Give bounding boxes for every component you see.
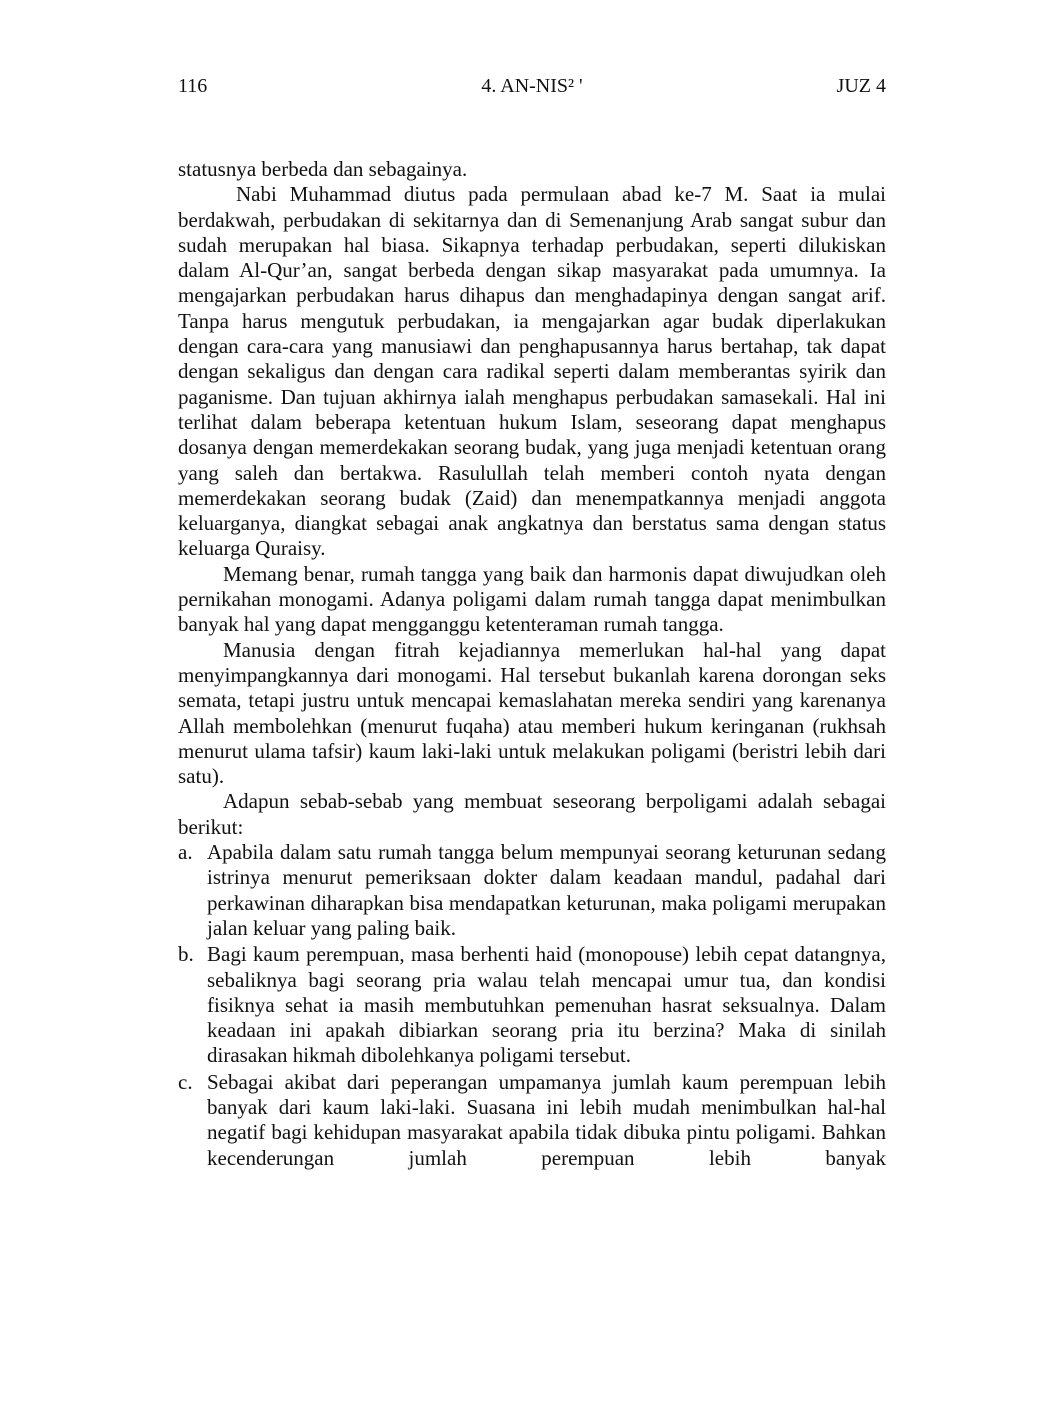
opening-line: statusnya berbeda dan sebagainya. (178, 157, 468, 181)
list-item (178, 942, 886, 1068)
paragraph-reasons-intro: Adapun sebab-sebab yang membuat seseorang berpoligami adalah sebagai berikut: (178, 789, 886, 839)
paragraph-human-nature: Manusia dengan fitrah kejadiannya memerlukan hal-hal yang dapat menyimpangkannya dari monogami. Hal tersebut bukanlah karena dorongan seks semata, tetapi justru untuk mencapai kemaslahatan mereka sendiri yang karenanya Allah membolehkan (menurut fuqaha) atau memberi hukum keringanan (rukhsah menurut ulama tafsir) kaum laki-laki untuk melakukan poligami (beristri lebih dari satu). (178, 637, 886, 789)
list-item (178, 1070, 886, 1171)
list-marker: c. (178, 1069, 193, 1094)
paragraph-prophet: Nabi Muhammad diutus pada permulaan abad ke-7 M. Saat ia mulai berdakwah, perbudakan di sekitarnya dan di Semenanjung Arab sangat subur dan sudah merupakan hal biasa. Sikapnya terhadap perbudakan, seperti dilukiskan dalam Al-Qur’an, sangat berbeda dengan sikap masyarakat pada umumnya. Ia mengajarkan perbudakan harus dihapus dan menghadapinya dengan sangat arif. Tanpa harus mengutuk perbudakan, ia mengajarkan agar budak diperlakukan dengan cara-cara yang manusiawi dan penghapusannya harus bertahap, tak dapat dengan sekaligus dan dengan cara radikal seperti dalam memberantas syirik dan paganisme. Dan tujuan akhirnya ialah menghapus perbudakan samasekali. Hal ini terlihat dalam beberapa ketentuan hukum Islam, seseorang dapat menghapus dosanya dengan memerdekakan seorang budak, yang juga menjadi ketentuan orang yang saleh dan bertakwa. Rasulullah telah memberi contoh nyata dengan memerdekakan seorang budak (Zaid) dan menempatkannya menjadi anggota keluarganya, diangkat sebagai anak angkatnya dan berstatus sama dengan status keluarga Quraisy. (178, 182, 886, 561)
list-item-text: Sebagai akibat dari peperangan umpamanya jumlah kaum perempuan lebih banyak dari kaum laki-laki. Suasana ini lebih mudah menimbulkan hal-hal negatif bagi kehidupan masyarakat apabila tidak dibuka pintu poligami. Bahkan kecenderungan jumlah perempuan lebih banyak (207, 1069, 886, 1170)
chapter-title: 4. AN-NIS² ' (481, 75, 583, 97)
list-marker: a. (178, 840, 193, 865)
running-header (178, 72, 886, 100)
list-item (178, 840, 886, 941)
reasons-list (178, 840, 886, 1171)
list-item-text: Apabila dalam satu rumah tangga belum mempunyai seorang keturunan sedang istrinya menurut pemeriksaan dokter dalam keadaan mandul, padahal dari perkawinan diharapkan bisa mendapatkan keturunan, maka poligami merupakan jalan keluar yang paling baik. (207, 840, 886, 940)
list-item-text: Bagi kaum perempuan, masa berhenti haid (monopouse) lebih cepat datangnya, sebaliknya bagi seorang pria walau telah mencapai umur tua, dan kondisi fisiknya sehat ia masih membutuhkan pemenuhan hasrat seksualnya. Dalam keadaan ini apakah dibiarkan seorang pria itu berzina? Maka di sinilah dirasakan hikmah dibolehkanya poligami tersebut. (207, 942, 886, 1068)
page-number: 116 (178, 75, 208, 97)
juz-label: JUZ 4 (836, 75, 886, 97)
list-marker: b. (178, 942, 194, 967)
body-text (178, 157, 886, 1171)
paragraph-monogamy: Memang benar, rumah tangga yang baik dan harmonis dapat diwujudkan oleh pernikahan monogami. Adanya poligami dalam rumah tangga dapat menimbulkan banyak hal yang dapat mengganggu ketenteraman rumah tangga. (178, 561, 886, 637)
